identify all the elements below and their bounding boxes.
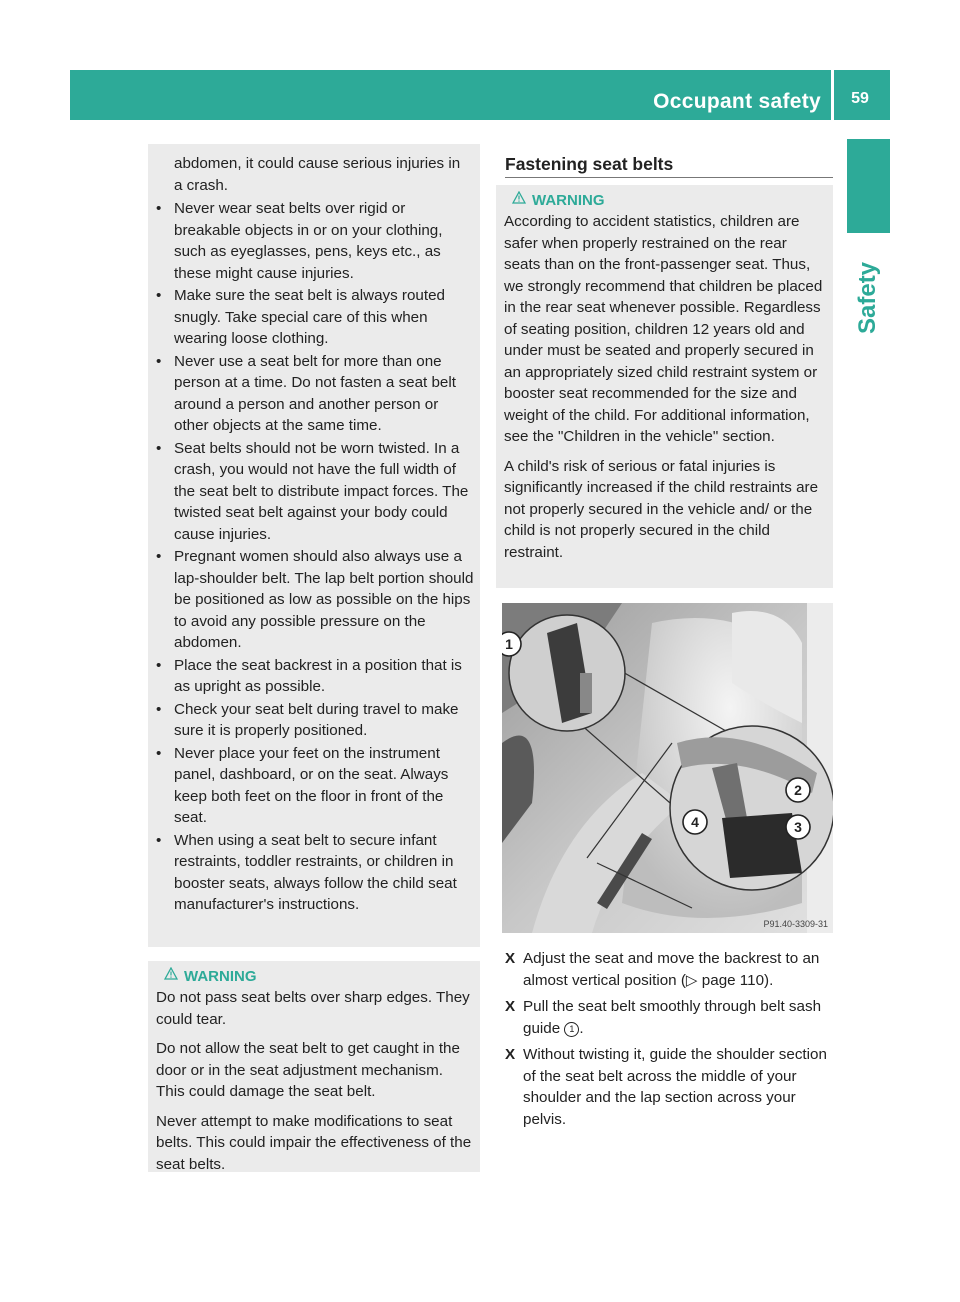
bullet-icon: • [156, 439, 162, 457]
list-item: • Pregnant women should also always use a lap-shoulder belt. The lap belt portion should be positioned as low as possible on the hips to avoid any possible pressure on the abdomen. [156, 548, 474, 651]
step-item: X Without twisting it, guide the shoulder section of the seat belt across the middle of your shoulder and the lap section across your pelvis. [505, 1046, 827, 1128]
chapter-tab [847, 139, 890, 233]
safety-notes-box [148, 144, 480, 947]
header-divider [831, 70, 834, 120]
step-x-icon: X [505, 1046, 516, 1063]
bullet-icon: • [156, 744, 162, 762]
list-item: • Check your seat belt during travel to make sure it is properly positioned. [156, 700, 459, 739]
list-item: • Never use a seat belt for more than one person at a time. Do not fasten a seat belt around a person and another person or other objects at the same time. [156, 352, 456, 434]
callout-reference: 1 [564, 1022, 579, 1037]
warning-box-left [148, 961, 480, 1172]
callout-number: 4 [691, 814, 699, 830]
callout-number: 1 [505, 636, 513, 652]
bullet-icon: • [156, 200, 162, 217]
bullet-icon: • [156, 700, 162, 718]
bullet-icon: • [156, 831, 162, 849]
bullet-icon: • [156, 287, 162, 304]
list-item: • When using a seat belt to secure infant restraints, toddler restraints, or children in booster seats, always follow the child seat manufacturer's instructions. [156, 831, 457, 913]
figure-code: P91.40-3309-31 [763, 919, 828, 929]
list-item: • Make sure the seat belt is always routed snugly. Take special care of this when wearing loose clothing. [156, 287, 445, 347]
warning-header [512, 191, 827, 209]
belt-strap [580, 673, 592, 713]
bullet-icon: • [156, 656, 162, 674]
warning-paragraph: Do not pass seat belts over sharp edges. They could tear. [156, 989, 470, 1028]
section-title: Fastening seat belts [505, 154, 674, 174]
step-item: X Pull the seat belt smoothly through belt sash guide 1 . [505, 998, 822, 1037]
step-x-icon: X [505, 950, 516, 967]
list-item: • Place the seat backrest in a position that is as upright as possible. [156, 656, 462, 695]
warning-header [164, 967, 474, 985]
list-item: • Seat belts should not be worn twisted. In a crash, you would not have the full width of the seat belt to distribute impact forces. The twisted seat belt against your body could cause injuries. [156, 439, 469, 543]
callout-number: 2 [794, 782, 802, 798]
list-item: • Never wear seat belts over rigid or breakable objects in or on your clothing, such as eyeglasses, pens, keys etc., as these might cause injuries. [156, 200, 443, 282]
warning-box-right [496, 185, 833, 588]
bullet-icon: • [156, 548, 162, 565]
seat-belt-figure [502, 603, 833, 933]
continuation-line-1: abdomen, it could cause serious injuries in [174, 155, 461, 172]
list-item: • Never place your feet on the instrument panel, dashboard, or on the seat. Always keep both feet on the floor in front of the seat. [156, 744, 449, 826]
page-number: 59 [851, 90, 869, 107]
section-rule [505, 177, 833, 178]
header-section-title: Occupant safety [653, 90, 821, 113]
step-item: X Adjust the seat and move the backrest to an almost vertical position (▷ page 110). [505, 950, 820, 989]
chapter-label: Safety [854, 261, 881, 334]
callout-number: 3 [794, 819, 802, 835]
warning-paragraph: Do not allow the seat belt to get caught in the door or in the seat adjustment mechanism. This could damage the seat belt. [156, 1040, 460, 1100]
warning-label: WARNING [532, 191, 605, 209]
warning-label: WARNING [184, 967, 257, 985]
warning-paragraph: Never attempt to make modifications to seat belts. This could impair the effectiveness of the seat belts. [156, 1112, 472, 1173]
warning-triangle-icon [164, 967, 178, 985]
continuation-line-2: a crash. [174, 176, 229, 194]
warning-paragraph: A child's risk of serious or fatal injuries is significantly increased if the child restraints are not properly secured in the vehicle and/ or the child is not properly secured in the child restraint. [504, 457, 819, 561]
page-reference: ▷ page 110 [685, 971, 765, 989]
bullet-icon: • [156, 352, 162, 370]
step-x-icon: X [505, 998, 516, 1015]
instruction-steps [505, 948, 835, 1135]
warning-triangle-icon [512, 191, 526, 209]
safety-bullet-list [156, 198, 474, 916]
warning-paragraph: According to accident statistics, children are safer when properly restrained on the rear seats than on the front-passenger seat. Thus, we strongly recommend that children be placed in the rear seat whenever possible. Regardless of seating position, children 12 years old and under must be seated and properly secured in an appropriately sized child restraint system or booster seat recommended for the size and weight of the child. For additional information, see the "Children in the vehicle" section. [504, 213, 823, 445]
